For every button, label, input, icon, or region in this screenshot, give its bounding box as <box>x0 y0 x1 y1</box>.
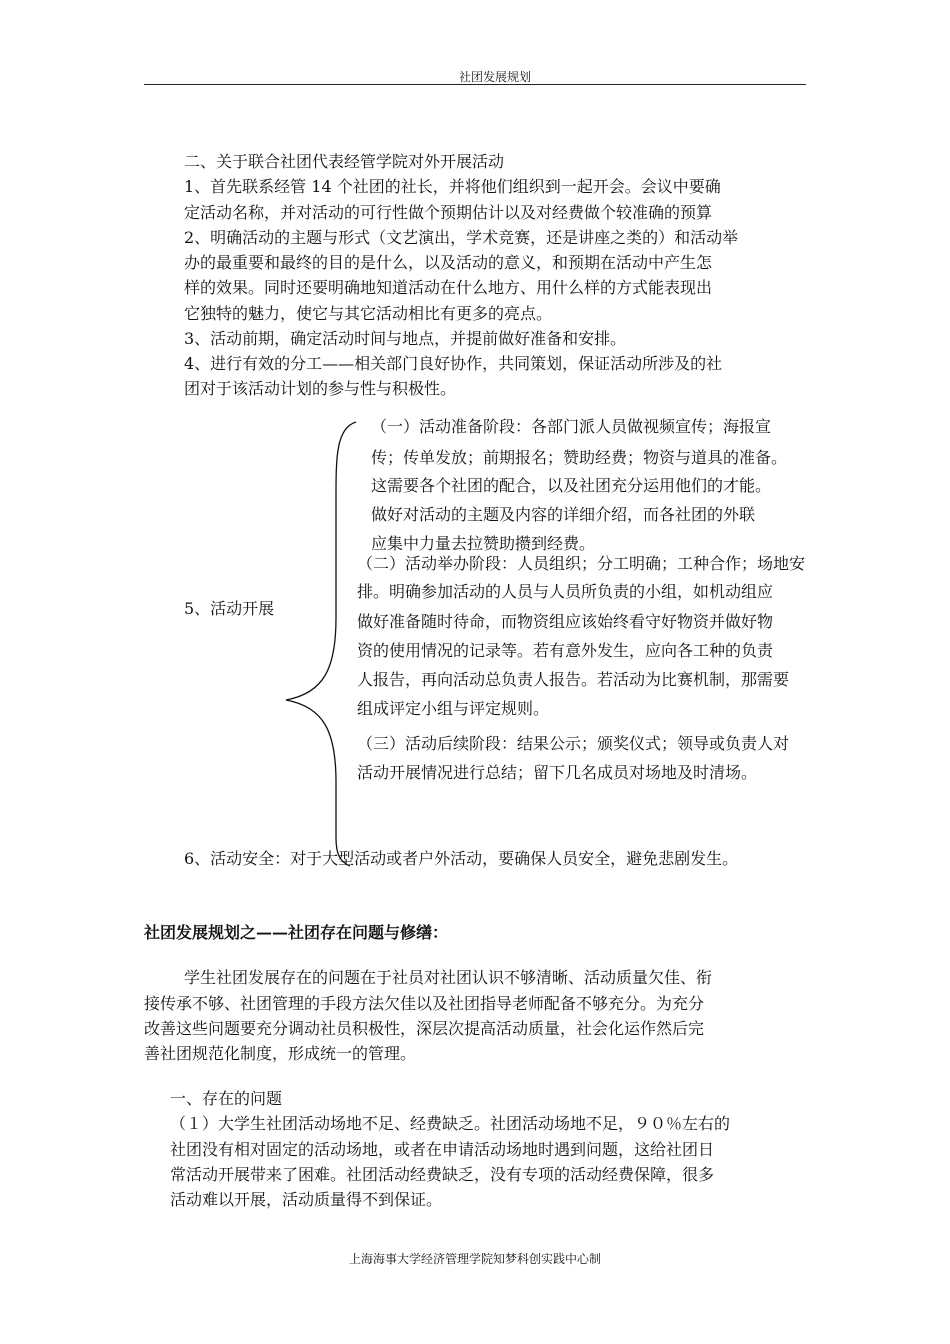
stage3-line: 活动开展情况进行总结；留下几名成员对场地及时清场。 <box>357 763 758 782</box>
section-two-heading: 二、关于联合社团代表经管学院对外开展活动 <box>184 152 505 171</box>
section-two-line: 它独特的魅力，使它与其它活动相比有更多的亮点。 <box>184 304 553 323</box>
page-header-title: 社团发展规划 <box>458 70 531 84</box>
activity-label: 5、活动开展 <box>184 599 275 618</box>
stage2-line: 排。明确参加活动的人员与人员所负责的小组，如机动组应 <box>357 582 774 601</box>
problem1-line: 常活动开展带来了困难。社团活动经费缺乏，没有专项的活动经费保障，很多 <box>170 1165 715 1184</box>
section-two-line: 3、活动前期，确定活动时间与地点，并提前做好准备和安排。 <box>184 329 627 348</box>
stage2-line: 组成评定小组与评定规则。 <box>357 699 550 718</box>
stage1-line: 传；传单发放；前期报名；赞助经费；物资与道具的准备。 <box>371 448 788 467</box>
stage2-line: 人报告，再向活动总负责人报告。若活动为比赛机制，那需要 <box>357 670 790 689</box>
section-two-line: 2、明确活动的主题与形式（文艺演出，学术竞赛，还是讲座之类的）和活动举 <box>184 228 739 247</box>
section-two-line: 1、首先联系经管 14 个社团的社长，并将他们组织到一起开会。会议中要确 <box>184 177 721 196</box>
stage1-line: （一）活动准备阶段：各部门派人员做视频宣传；海报宣 <box>371 417 772 436</box>
issues-intro-line: 学生社团发展存在的问题在于社员对社团认识不够清晰、活动质量欠佳、衔 <box>184 968 713 987</box>
header-rule <box>144 84 806 85</box>
problem1-line: 活动难以开展，活动质量得不到保证。 <box>170 1190 443 1209</box>
safety-line: 6、活动安全：对于大型活动或者户外活动，要确保人员安全，避免悲剧发生。 <box>184 849 739 868</box>
problem1-line: 社团没有相对固定的活动场地，或者在申请活动场地时遇到问题，这给社团日 <box>170 1140 715 1159</box>
stage1-line: 做好对活动的主题及内容的详细介绍，而各社团的外联 <box>371 505 756 524</box>
stage3-line: （三）活动后续阶段：结果公示；颁奖仪式；领导或负责人对 <box>357 734 790 753</box>
stage1-line: 应集中力量去拉赞助攒到经费。 <box>371 534 596 553</box>
section-two-line: 4、进行有效的分工——相关部门良好协作，共同策划，保证活动所涉及的社 <box>184 354 723 373</box>
issues-section-title: 社团发展规划之——社团存在问题与修缮： <box>144 923 449 942</box>
issues-sub-heading: 一、存在的问题 <box>170 1089 283 1108</box>
stage2-line: 资的使用情况的记录等。若有意外发生，应向各工种的负责 <box>357 641 774 660</box>
issues-intro-line: 善社团规范化制度，形成统一的管理。 <box>144 1044 417 1063</box>
section-two-line: 团对于该活动计划的参与性与积极性。 <box>184 379 457 398</box>
section-two-line: 样的效果。同时还要明确地知道活动在什么地方、用什么样的方式能表现出 <box>184 278 713 297</box>
issues-intro-line: 接传承不够、社团管理的手段方法欠佳以及社团指导老师配备不够充分。为充分 <box>144 994 705 1013</box>
stage2-line: 做好准备随时待命，而物资组应该始终看守好物资并做好物 <box>357 612 774 631</box>
issues-intro-line: 改善这些问题要充分调动社员积极性，深层次提高活动质量，社会化运作然后完 <box>144 1019 705 1038</box>
section-two-line: 定活动名称，并对活动的可行性做个预期估计以及对经费做个较准确的预算 <box>184 203 713 222</box>
section-two-line: 办的最重要和最终的目的是什么，以及活动的意义，和预期在活动中产生怎 <box>184 253 713 272</box>
stage1-line: 这需要各个社团的配合，以及社团充分运用他们的才能。 <box>371 476 772 495</box>
curly-brace <box>280 418 360 868</box>
page-footer: 上海海事大学经济管理学院知梦科创实践中心制 <box>348 1252 601 1266</box>
problem1-line: （１）大学生社团活动场地不足、经费缺乏。社团活动场地不足，９０％左右的 <box>170 1114 731 1133</box>
stage2-line: （二）活动举办阶段：人员组织；分工明确；工种合作；场地安 <box>357 554 806 573</box>
